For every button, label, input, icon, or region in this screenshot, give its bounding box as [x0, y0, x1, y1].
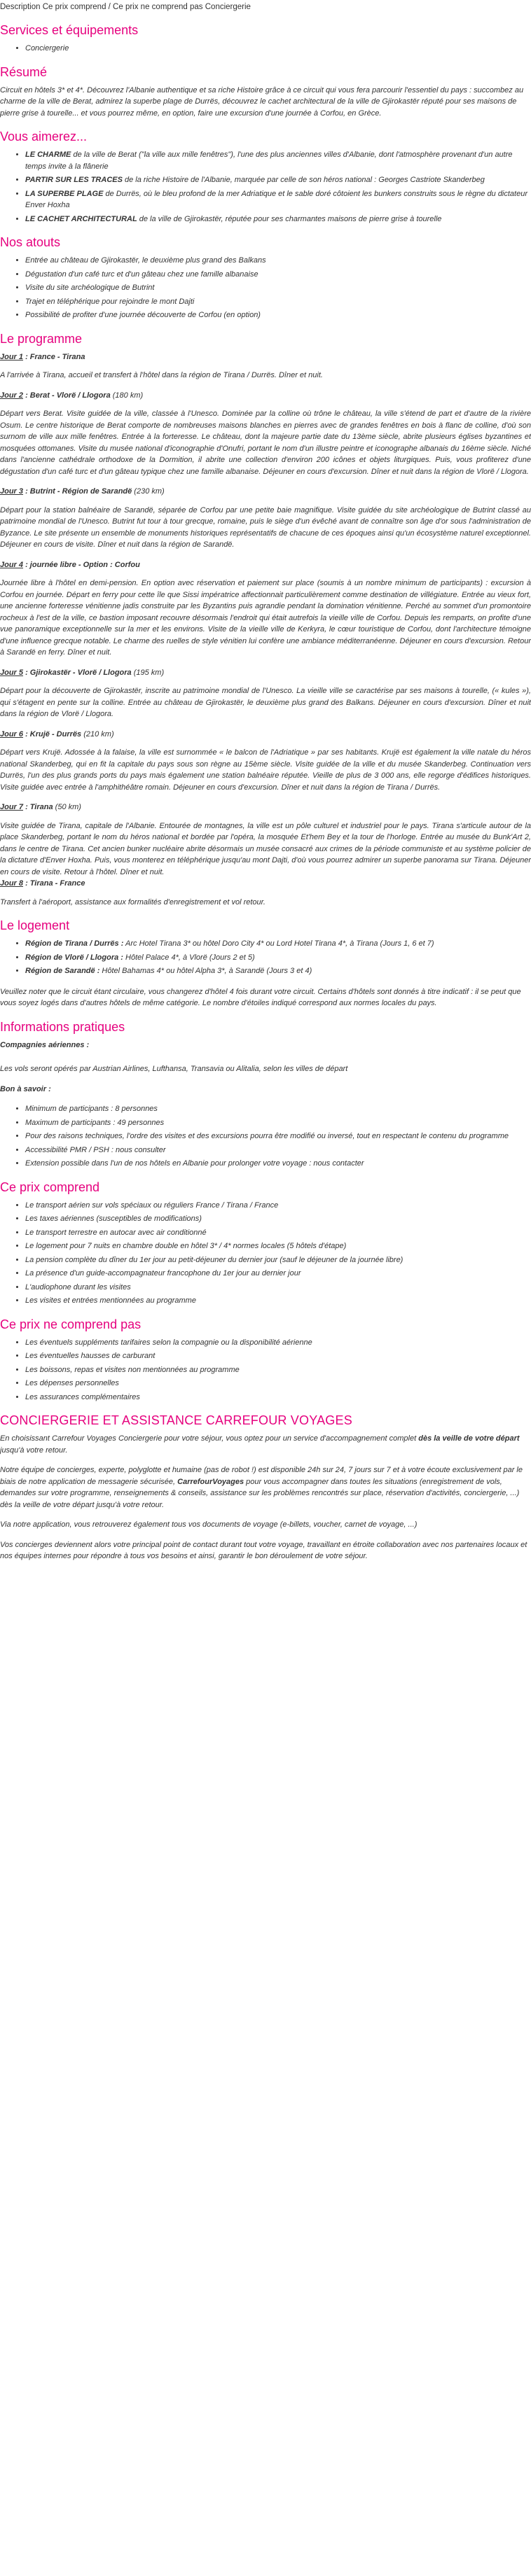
day-text: Départ pour la station balnéaire de Sarandë, séparée de Corfou par une petite baie magnifique. Visite guidée du site archéologique de Butrint classé au patrimoine mondial de l'Unesco. Butrint fut tour à tour grecque, romaine, puis le siège d'un évêché avant de connaître son âge d'or sous l'administration de Byzance. Le site présente un ensemble de monuments historiques représentatifs de chacune de ces époques ainsi qu'un écosystème naturel exceptionnel. Déjeuner en cours de visite. Dîner et nuit dans la région de Sarandë.	[0, 505, 531, 549]
logement-note: Veuillez noter que le circuit étant circulaire, vous changerez d'hôtel 4 fois durant votre circuit. Certains d'hôtels sont donnés à titre indicatif : il se peut que vous soyez logés dans d'autres hôtels de même catégorie. Le nombre d'étoiles indiqué correspond aux normes locales du pays.	[0, 987, 521, 1007]
day-text: Départ vers Berat. Visite guidée de la ville, classée à l'Unesco. Dominée par la colline où trône le château, la ville s'étend de part et d'autre de la rivière Osum. Le centre historique de Berat comporte de nombreuses maisons blanches en pierres avec de grandes fenêtres en bois à flanc de colline, d'où son surnom de ville aux mille fenêtres. Entrée à la forteresse. Le château, dont la majeure partie date du 13ème siècle, abrite plusieurs églises byzantines et mosquées ottomanes. Visite du musée national d'iconographie d'Onufri, portant le nom d'un illustre peintre et iconographe albanais du 16ème siècle. Niché dans l'ancienne cathédrale orthodoxe de la Dormition, il abrite une collection d'environ 200 icônes et objets liturgiques. Puis, vous profiterez d'une dégustation d'un café turc et d'un gâteau typique chez une famille albanaise. Déjeuner en cours d'excursion. Dîner et nuit dans la région de Vlorë / Llogora.	[0, 410, 531, 476]
day-text: Départ vers Krujë. Adossée à la falaise, la ville est surnommée « le balcon de l'Adriatique » par ses habitants. Krujë est également la ville natale du héros national Skanderbeg, qui en fit la capitale du pays sous son règne au 15ème siècle. Visite guidée de la ville et du musée Skanderbeg. Continuation vers Durrës, l'un des plus grands ports du pays mais également une station balnéaire réputée. Vieille de plus de 3 000 ans, elle regorge d'édifices historiques. Visite guidée avec entrée à l'amphithéâtre romain. Déjeuner en cours d'excursion. Dîner et nuit dans la région de Tirana / Durrës.	[0, 748, 531, 792]
logement-item: • Région de Vlorë / Llogora : Hôtel Palace 4*, à Vlorë (Jours 2 et 5)	[25, 952, 531, 964]
comprend-item: • L'audiophone durant les visites	[25, 1282, 531, 1294]
ne-comprend-pas-item: • Les assurances complémentaires	[25, 1392, 531, 1404]
ne-comprend-pas-item: • Les éventuels suppléments tarifaires selon la compagnie ou la disponibilité aérienne	[25, 1337, 531, 1349]
infos-item: • Accessibilité PMR / PSH : nous consulter	[25, 1144, 531, 1156]
aimerez-item: • LE CACHET ARCHITECTURAL de la ville de Gjirokastër, réputée pour ses charmantes maisons de pierre grise à tourelle	[25, 214, 531, 225]
comprend-item: • La pension complète du dîner du 1er jour au petit-déjeuner du dernier jour (sauf le déjeuner de la journée libre)	[25, 1254, 531, 1266]
logement-title: Le logement	[0, 918, 70, 932]
top-tab-bar[interactable]: Description Ce prix comprend / Ce prix ne comprend pas Conciergerie	[0, 3, 251, 11]
atouts-title: Nos atouts	[0, 235, 61, 249]
ne-comprend-pas-list	[0, 1337, 531, 1404]
comprend-item: • Les taxes aériennes (susceptibles de modifications)	[25, 1213, 531, 1225]
infos-item: • Extension possible dans l'un de nos hôtels en Albanie pour prolonger votre voyage : nous contacter	[25, 1158, 531, 1170]
day-block	[0, 351, 531, 382]
day-block	[0, 390, 531, 478]
logement-item: • Région de Tirana / Durrës : Arc Hotel Tirana 3* ou hôtel Doro City 4* ou Lord Hotel Tirana 4*, à Tirana (Jours 1, 6 et 7)	[25, 938, 531, 950]
comprend-item: • Le transport aérien sur vols spéciaux ou réguliers France / Tirana / France	[25, 1200, 531, 1212]
atouts-item: • Entrée au château de Gjirokastër, le deuxième plus grand des Balkans	[25, 255, 531, 267]
conciergerie-p2: Notre équipe de concierges, experte, polyglotte et humaine (pas de robot !) est disponible 24h sur 24, 7 jours sur 7 et à votre écoute exclusivement par le biais de notre application de messagerie sécurisée, CarrefourVoyages pour vous accompagner dans toutes les situations (enregistrement de vols, demandes sur votre programme, renseignements & conseils, assistance sur les problèmes rencontrés sur place, réservation d'activités, conciergerie, ...) dès la veille de votre départ jusqu'à votre retour.	[0, 1466, 523, 1509]
atouts-item: • Visite du site archéologique de Butrint	[25, 282, 531, 294]
logement-list	[0, 938, 531, 977]
atouts-item: • Possibilité de profiter d'une journée découverte de Corfou (en option)	[25, 309, 531, 321]
resume-title: Résumé	[0, 64, 48, 79]
day-text: Départ pour la découverte de Gjirokastër, inscrite au patrimoine mondial de l'Unesco. La vieille ville se caractérise par ses maisons à tourelle, (« kules »), qui s'étagent en pente sur la colline. Entrée au château de Gjirokastër, le deuxième plus grand des Balkans. Déjeuner en cours d'excursion. Dîner et nuit dans la région de Vlorë / Llogora.	[0, 687, 531, 718]
conciergerie-p1: En choisissant Carrefour Voyages Conciergerie pour votre séjour, vous optez pour un service d'accompagnement complet dès la veille de votre départ jusqu'à votre retour.	[0, 1434, 520, 1455]
ne-comprend-pas-item: • Les boissons, repas et visites non mentionnées au programme	[25, 1364, 531, 1376]
infos-title: Informations pratiques	[0, 1019, 125, 1034]
day-block	[0, 559, 531, 659]
comprend-list	[0, 1200, 531, 1307]
services-list	[0, 43, 531, 55]
day-block	[0, 667, 531, 720]
infos-item: • Maximum de participants : 49 personnes	[25, 1117, 531, 1129]
day-heading: Jour 3 : Butrint - Région de Sarandë (230 km)	[0, 487, 165, 496]
day-text: Journée libre à l'hôtel en demi-pension. En option avec réservation et paiement sur place (soumis à un nombre minimum de participants) : excursion à Corfou en journée. Départ en ferry pour cette île que Sissi impératrice affectionnait particulièrement comme destination de villégiature. Entrée au vieux fort, une ancienne forteresse vénitienne jadis construite par les Byzantins puis agrandie pendant la domination vénitienne. Perché au sommet d'un promontoire rocheux à l'est de la ville, ce bastion imposant recouvre désormais l'endroit qui était autrefois la vieille ville de Corfou. Depuis les remparts, on profite d'une vue panoramique exceptionnelle sur la mer et les environs. Visite de la vieille ville de Kerkyra, le cœur touristique de Corfou, dont l'architecture témoigne d'une influence grecque notable. Le charme des ruelles de style vénitien lui confère une ambiance méditerranéenne. Déjeuner en cours d'excursion. Retour à Sarandë en ferry. Dîner et nuit.	[0, 579, 531, 657]
comprend-item: • Les visites et entrées mentionnées au programme	[25, 1295, 531, 1307]
comprend-item: • Le logement pour 7 nuits en chambre double en hôtel 3* / 4* normes locales (5 hôtels d'étape)	[25, 1240, 531, 1252]
atouts-list	[0, 255, 531, 321]
comprend-title: Ce prix comprend	[0, 1180, 100, 1194]
resume-text: Circuit en hôtels 3* et 4*. Découvrez l'Albanie authentique et sa riche Histoire grâce à ce circuit qui vous fera parcourir l'essentiel du pays : succombez au charme de la ville de Berat, admirez la superbe plage de Durrës, découvrez le cachet architectural de la ville de Gjirokastër réputé pour ses maisons de pierre grise à tourelle... et vous pourrez même, en option, faire une excursion d'une journée à Corfou, en Grèce.	[0, 85, 524, 118]
companies-text: Les vols seront opérés par Austrian Airlines, Lufthansa, Transavia ou Alitalia, selon les villes de départ	[0, 1065, 348, 1073]
day-heading: Jour 6 : Krujë - Durrës (210 km)	[0, 729, 114, 738]
logement-item: • Région de Sarandë : Hôtel Bahamas 4* ou hôtel Alpha 3*, à Sarandë (Jours 3 et 4)	[25, 965, 531, 977]
conciergerie-title: CONCIERGERIE ET ASSISTANCE CARREFOUR VOYAGES	[0, 1413, 352, 1427]
day-block	[0, 878, 531, 908]
conciergerie-p4: Vos concierges deviennent alors votre principal point de contact durant tout votre voyage, travaillant en étroite collaboration avec nos partenaires locaux et nos équipes internes pour répondre à tous vos besoins et ainsi, garantir le bon déroulement de votre séjour.	[0, 1540, 527, 1560]
day-block	[0, 729, 531, 794]
day-text: A l'arrivée à Tirana, accueil et transfert à l'hôtel dans la région de Tirana / Durrës. Dîner et nuit.	[0, 371, 323, 379]
atouts-item: • Dégustation d'un café turc et d'un gâteau chez une famille albanaise	[25, 269, 531, 281]
ne-comprend-pas-title: Ce prix ne comprend pas	[0, 1317, 142, 1331]
services-item: • Conciergerie	[25, 43, 531, 55]
aimerez-item: • LA SUPERBE PLAGE de Durrës, où le bleu profond de la mer Adriatique et le sable doré côtoient les bunkers construits sous le règne du dictateur Enver Hoxha	[25, 188, 531, 211]
day-heading: Jour 2 : Berat - Vlorë / Llogora (180 km)	[0, 391, 144, 400]
bon-a-savoir-label: Bon à savoir :	[0, 1084, 51, 1093]
day-text: Visite guidée de Tirana, capitale de l'Albanie. Entourée de montagnes, la ville est un pôle culturel et industriel pour le pays. Tirana s'articule autour de la place Skanderbeg, portant le nom du héros national et bordée par l'opéra, la mosquée Et'hem Bey et la tour de l'horloge. Entrée au musée du Bunk'Art 2, dans le centre de Tirana. Cet ancien bunker nucléaire abrite désormais un musée consacré aux crimes de la période communiste et au système policier de la dictature d'Enver Hoxha. Puis, vous monterez en téléphérique jusqu'au mont Dajti, d'où vous pourrez admirer un superbe panorama sur Tirana. Déjeuner en cours de visite. Retour à l'hôtel. Dîner et nuit.	[0, 821, 531, 876]
comprend-item: • La présence d'un guide-accompagnateur francophone du 1er jour au dernier jour	[25, 1268, 531, 1280]
day-heading: Jour 4 : journée libre - Option : Corfou	[0, 560, 140, 569]
day-heading: Jour 5 : Gjirokastër - Vlorë / Llogora (195 km)	[0, 668, 165, 677]
programme-title: Le programme	[0, 331, 83, 346]
day-block	[0, 802, 531, 878]
day-heading: Jour 7 : Tirana (50 km)	[0, 803, 81, 811]
aimerez-title: Vous aimerez...	[0, 130, 88, 144]
ne-comprend-pas-item: • Les éventuelles hausses de carburant	[25, 1350, 531, 1362]
ne-comprend-pas-item: • Les dépenses personnelles	[25, 1378, 531, 1390]
aimerez-list	[0, 149, 531, 225]
day-block	[0, 486, 531, 551]
services-title: Services et équipements	[0, 23, 139, 37]
aimerez-item: • PARTIR SUR LES TRACES de la riche Histoire de l'Albanie, marquée par celle de son héros national : Georges Castriote Skanderbeg	[25, 174, 531, 186]
conciergerie-p3: Via notre application, vous retrouverez également tous vos documents de voyage (e-billets, voucher, carnet de voyage, ...)	[0, 1520, 418, 1529]
infos-item: • Minimum de participants : 8 personnes	[25, 1103, 531, 1115]
day-heading: Jour 8 : Tirana - France	[0, 879, 85, 888]
infos-item: • Pour des raisons techniques, l'ordre des visites et des excursions pourra être modifié ou inversé, tout en respectant le contenu du programme	[25, 1130, 531, 1142]
day-text: Transfert à l'aéroport, assistance aux formalités d'enregistrement et vol retour.	[0, 897, 266, 906]
aimerez-item: • LE CHARME de la ville de Berat ("la ville aux mille fenêtres"), l'une des plus anciennes villes d'Albanie, dont l'atmosphère provenant d'un autre temps invite à la flânerie	[25, 149, 531, 172]
infos-list	[0, 1103, 531, 1170]
day-heading: Jour 1 : France - Tirana	[0, 352, 85, 361]
comprend-item: • Le transport terrestre en autocar avec air conditionné	[25, 1227, 531, 1239]
atouts-item: • Trajet en téléphérique pour rejoindre le mont Dajti	[25, 296, 531, 308]
companies-label: Compagnies aériennes :	[0, 1040, 90, 1049]
